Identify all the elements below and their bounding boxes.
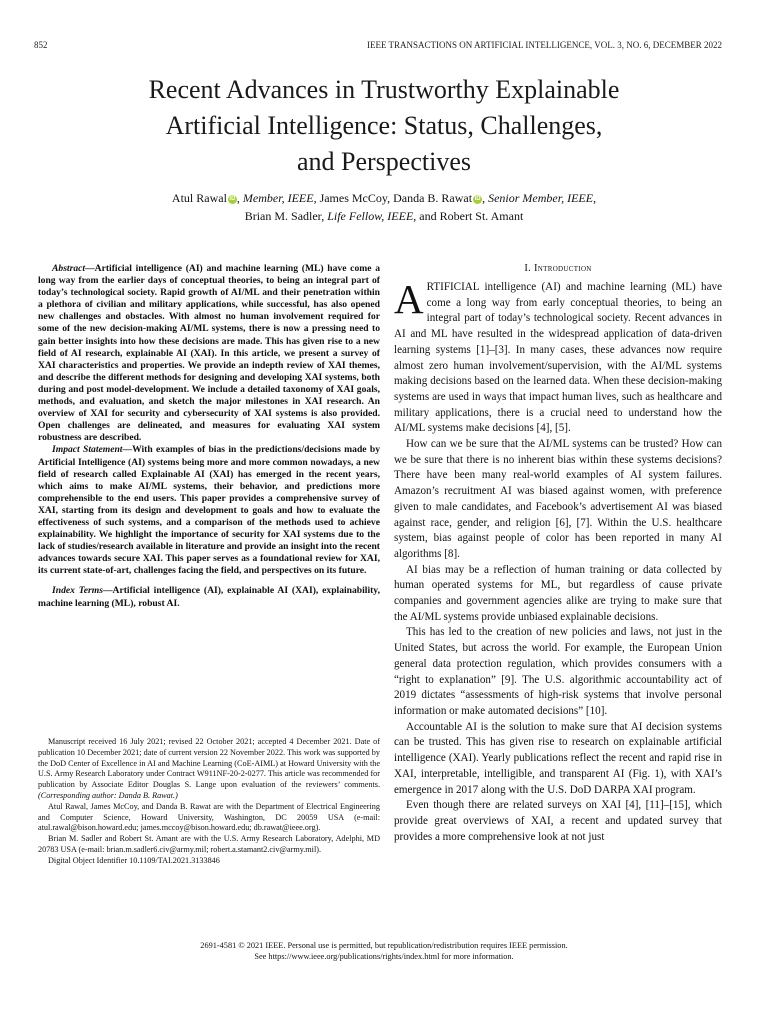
footnote-doi: Digital Object Identifier 10.1109/TAI.2021.3133846 [48,855,220,865]
footnote-affiliation-arl: Brian M. Sadler and Robert St. Amant are with the U.S. Army Research Laboratory, Adelphi, MD 20783 USA (e-mail: brian.m.sadler6.civ@army.mil; robert.a.stamant2.civ@army.mil). [38,834,380,854]
footnote-manuscript [38,737,380,802]
abstract-label: Abstract [52,263,86,274]
orcid-icon[interactable]: iD [229,196,236,202]
author-line-2: Brian M. Sadler, Life Fellow, IEEE, and Robert St. Amant [244,209,524,223]
intro-paragraph: AI bias may be a reflection of human training or data collected by human operated systems for ML, but regardless of cause private companies and government agencies alike are trying to make sure that the AI/ML systems provide unbiased explainable decisions. [394,563,722,623]
author-name: Danda B. Rawat [393,191,473,205]
footnotes [38,737,380,867]
orcid-icon[interactable]: iD [474,196,481,202]
author-role: Member, IEEE [242,191,314,205]
title-line: Recent Advances in Trustworthy Explainable [148,75,620,104]
intro-paragraph: Even though there are related surveys on XAI [4], [11]–[15], which provide great overviews of XAI, a recent and updated survey that provides a more comprehensive look at not just [394,799,722,843]
title-line: and Perspectives [296,147,471,176]
running-header [34,40,722,54]
abstract [38,263,380,444]
page-number: 852 [34,40,48,50]
section-title: Introduction [534,263,592,274]
paper-title [60,72,708,180]
footnote-text: Manuscript received 16 July 2021; revised 22 October 2021; accepted 4 December 2021. Date of publication 10 December 2021; date of current version 22 November 2022. This work was supported by the DoD Center of Excellence in AI and Machine Learning (CoE-AIML) at Howard University with the U.S. Army Research Laboratory under Contract W911NF-20-2-0277. This article was recommended for publication by Associate Editor Douglas S. Lange upon evaluation of the reviewers’ comments. [38,737,380,790]
impact-label: Impact Statement [52,444,123,456]
impact-statement [38,444,380,577]
author-line-1: Atul Rawal iD , Member, IEEE, James McCoy, Danda B. Rawat iD , Senior Member, IEEE, [171,191,597,205]
rights-link-line[interactable]: See https://www.ieee.org/publications/rights/index.html for more information. [254,952,514,961]
abstract-text: —Artificial intelligence (AI) and machine learning (ML) have come a long way from the earlier days of conceptual theories, to being an integral part of today’s technological society. Rapid growth of AI/ML and their penetration within a plethora of civilian and military applications, while successful, has also opened new challenges and obstacles. With almost no human involvement required for some of the new decision-making AI/ML systems, there is now a pressing need to gain better insights into how these decisions are made. This has given rise to a new field of AI research, explainable AI (XAI). In this article, we present a survey of XAI characteristics and properties. We provide an indepth review of XAI themes, and describe the different methods for designing and developing XAI systems, both during and post model-development. We include a detailed taxonomy of XAI goals, methods, and evaluation, and sketch the major milestones in XAI research. An overview of XAI for security and cybersecurity of XAI systems is also provided. Open challenges are delineated, and measures for evaluating XAI system robustness are described. [38,263,380,444]
author-name: James McCoy [319,191,388,205]
drop-cap: A [394,276,424,322]
corresponding-author: (Corresponding author: Danda B. Rawat.) [38,790,178,800]
journal-name: IEEE TRANSACTIONS ON ARTIFICIAL INTELLIGENCE, VOL. 3, NO. 6, DECEMBER 2022 [366,40,722,50]
author-name: Atul Rawal [171,191,227,205]
left-column [38,263,380,610]
author-role: Life Fellow, IEEE [327,209,414,223]
author-list [60,189,708,225]
index-terms [38,585,380,609]
author-role: Senior Member, IEEE [488,191,594,205]
footnote-affiliation-howard: Atul Rawal, James McCoy, and Danda B. Rawat are with the Department of Electrical Engineering and Computer Science, Howard University, Washington, DC 20059 USA (e-mail: atul.rawal@bison.howard.edu; james.mccoy@bison.howard.edu; db.rawat@ieee.org). [38,801,380,833]
intro-paragraph: This has led to the creation of new policies and laws, not just in the United States, but across the world. For example, the European Union general data protection regulation, which provides consumers with a “right to explanation” [9]. The U.S. algorithmic accountability act of 2019 dictates “assessments of high-risk systems that involve personal information or make automated decisions” [10]. [394,626,722,717]
intro-paragraph: How can we be sure that the AI/ML systems can be trusted? How can we be sure that there is no inherent bias within these systems decisions? There have been many real-world examples of AI system failures. Amazon’s recruitment AI was biased against women, with preference given to male candidates, and Facebook’s advertisement AI was biased against race, gender, and religion [6], [7]. Within the U.S. healthcare system, bias against people of color has been reported in many AI algorithms [8]. [394,438,722,560]
right-column [394,263,722,845]
section-number: I. [524,263,532,274]
intro-paragraph [394,276,722,437]
impact-text: —With examples of bias in the predictions/decisions made by Artificial Intelligence (AI) systems being more and more common nowadays, a new field of research called Explainable AI (XAI) has emerged in the recent years, which aims to make AI/ML systems, their behavior, and predictions more comprehensible to the end users. This paper provides a comprehensive survey of XAI, starting from its design and development to goals and how to evaluate the effectiveness of such systems, and a comparison of the methods used to achieve explainability. We highlight the importance of security for XAI systems due to the lack of studies/research available in literature and provide an insight into the recent advances towards secure XAI. This paper serves as a foundational review for XAI, its current state-of-art, challenges facing the field, and perspectives on its future. [38,444,380,577]
index-terms-label: Index Terms [52,585,103,597]
title-line: Artificial Intelligence: Status, Challenges, [165,111,603,140]
intro-paragraph-text: RTIFICIAL intelligence (AI) and machine learning (ML) have come a long way from early conceptual theories, to being an integral part of today’s technological society. Recent advances in AI and ML have resulted in the widespread application of data-driven learning systems [1]–[3]. In many cases, these advances now require almost zero human involvement/supervision, with the AI/ML systems making decisions based on the learned data. When these decision-making systems are used in ways that impact human lives, such as healthcare and military applications, there is a crucial need to understand how the AI/ML systems make decisions [4], [5]. [394,281,722,435]
copyright-footer [40,940,728,962]
index-terms-text: —Artificial intelligence (AI), explainable AI (XAI), explainability, machine learning (ML), robust AI. [38,585,380,609]
author-name: Brian M. Sadler [244,209,322,223]
intro-paragraph: Accountable AI is the solution to make sure that AI decision systems can be trusted. This has given rise to research on explainable artificial intelligence (XAI). Yearly publications reflect the recent and rapid rise in XAI, interpretable, intelligible, and transparent AI (Fig. 1), with XAI’s emergence in 2017 along with the U.S. DoD DARPA XAI program. [394,720,722,796]
author-name: Robert St. Amant [439,209,524,223]
section-heading [394,263,722,274]
copyright-line: 2691-4581 © 2021 IEEE. Personal use is permitted, but republication/redistribution requires IEEE permission. [200,941,568,950]
